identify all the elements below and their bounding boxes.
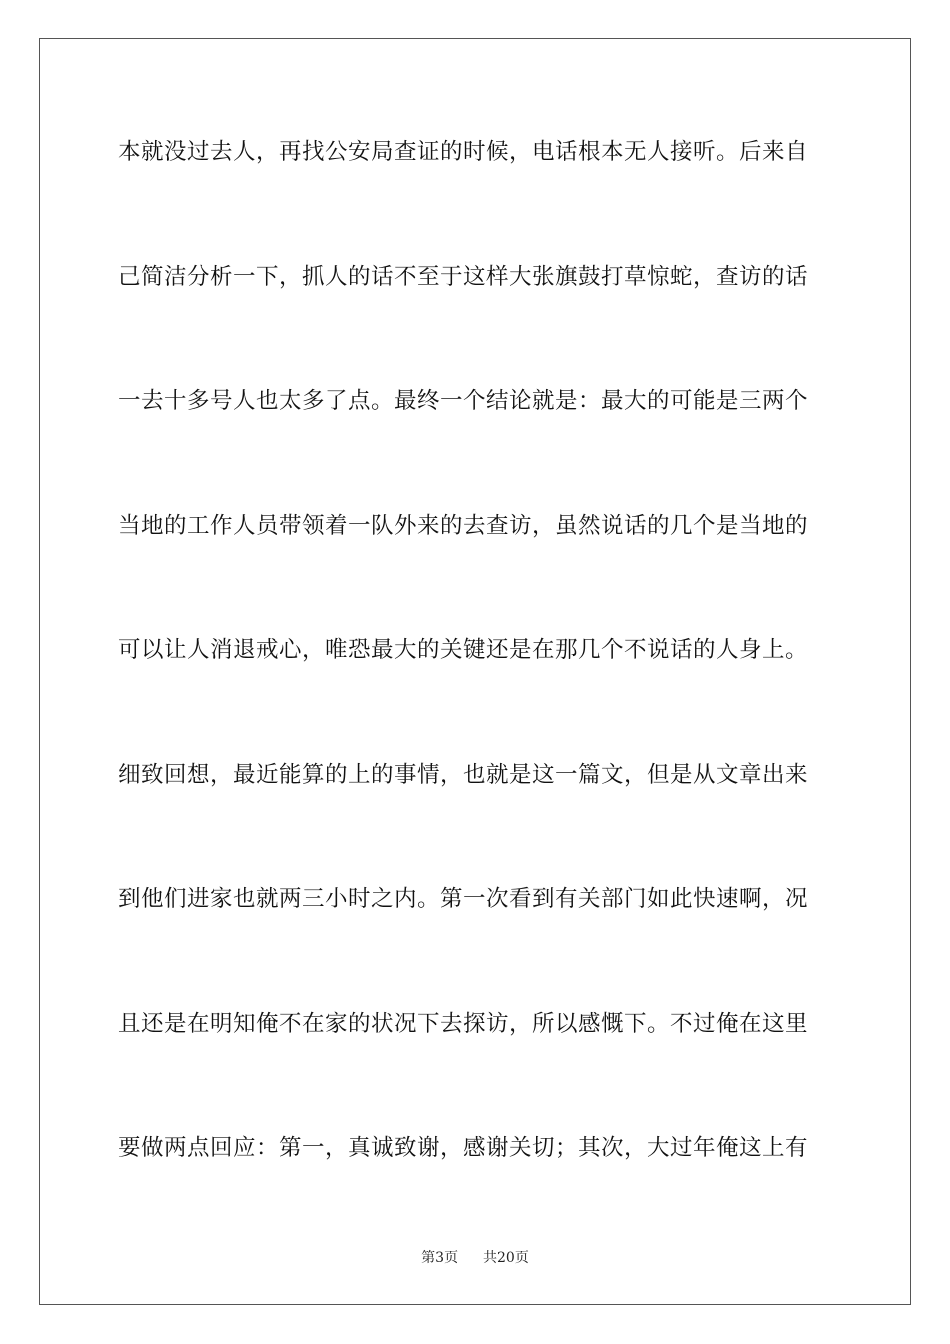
text-line-1: 本就没过去人，再找公安局查证的时候，电话根本无人接听。后来自	[118, 139, 809, 165]
text-line-7: 到他们进家也就两三小时之内。第一次看到有关部门如此快速啊，况	[118, 886, 809, 912]
body-text	[118, 130, 834, 1251]
text-line-3: 一去十多号人也太多了点。最终一个结论就是：最大的可能是三两个	[118, 388, 809, 414]
page-number: 第3页	[421, 1250, 459, 1266]
text-line-2: 己简洁分析一下，抓人的话不至于这样大张旗鼓打草惊蛇，查访的话	[118, 263, 809, 290]
text-line-9: 要做两点回应：第一，真诚致谢，感谢关切；其次，大过年俺这上有	[118, 1135, 809, 1161]
text-line-4: 当地的工作人员带领着一队外来的去查访，虽然说话的几个是当地的	[118, 512, 809, 539]
text-line-8: 且还是在明知俺不在家的状况下去探访，所以感慨下。不过俺在这里	[118, 1010, 809, 1037]
page-total: 共20页	[483, 1250, 529, 1266]
text-line-6: 细致回想，最近能算的上的事情，也就是这一篇文，但是从文章出来	[118, 761, 809, 788]
text-line-5: 可以让人消退戒心，唯恐最大的关键还是在那几个不说话的人身上。	[118, 637, 809, 663]
page-footer	[0, 1247, 950, 1267]
